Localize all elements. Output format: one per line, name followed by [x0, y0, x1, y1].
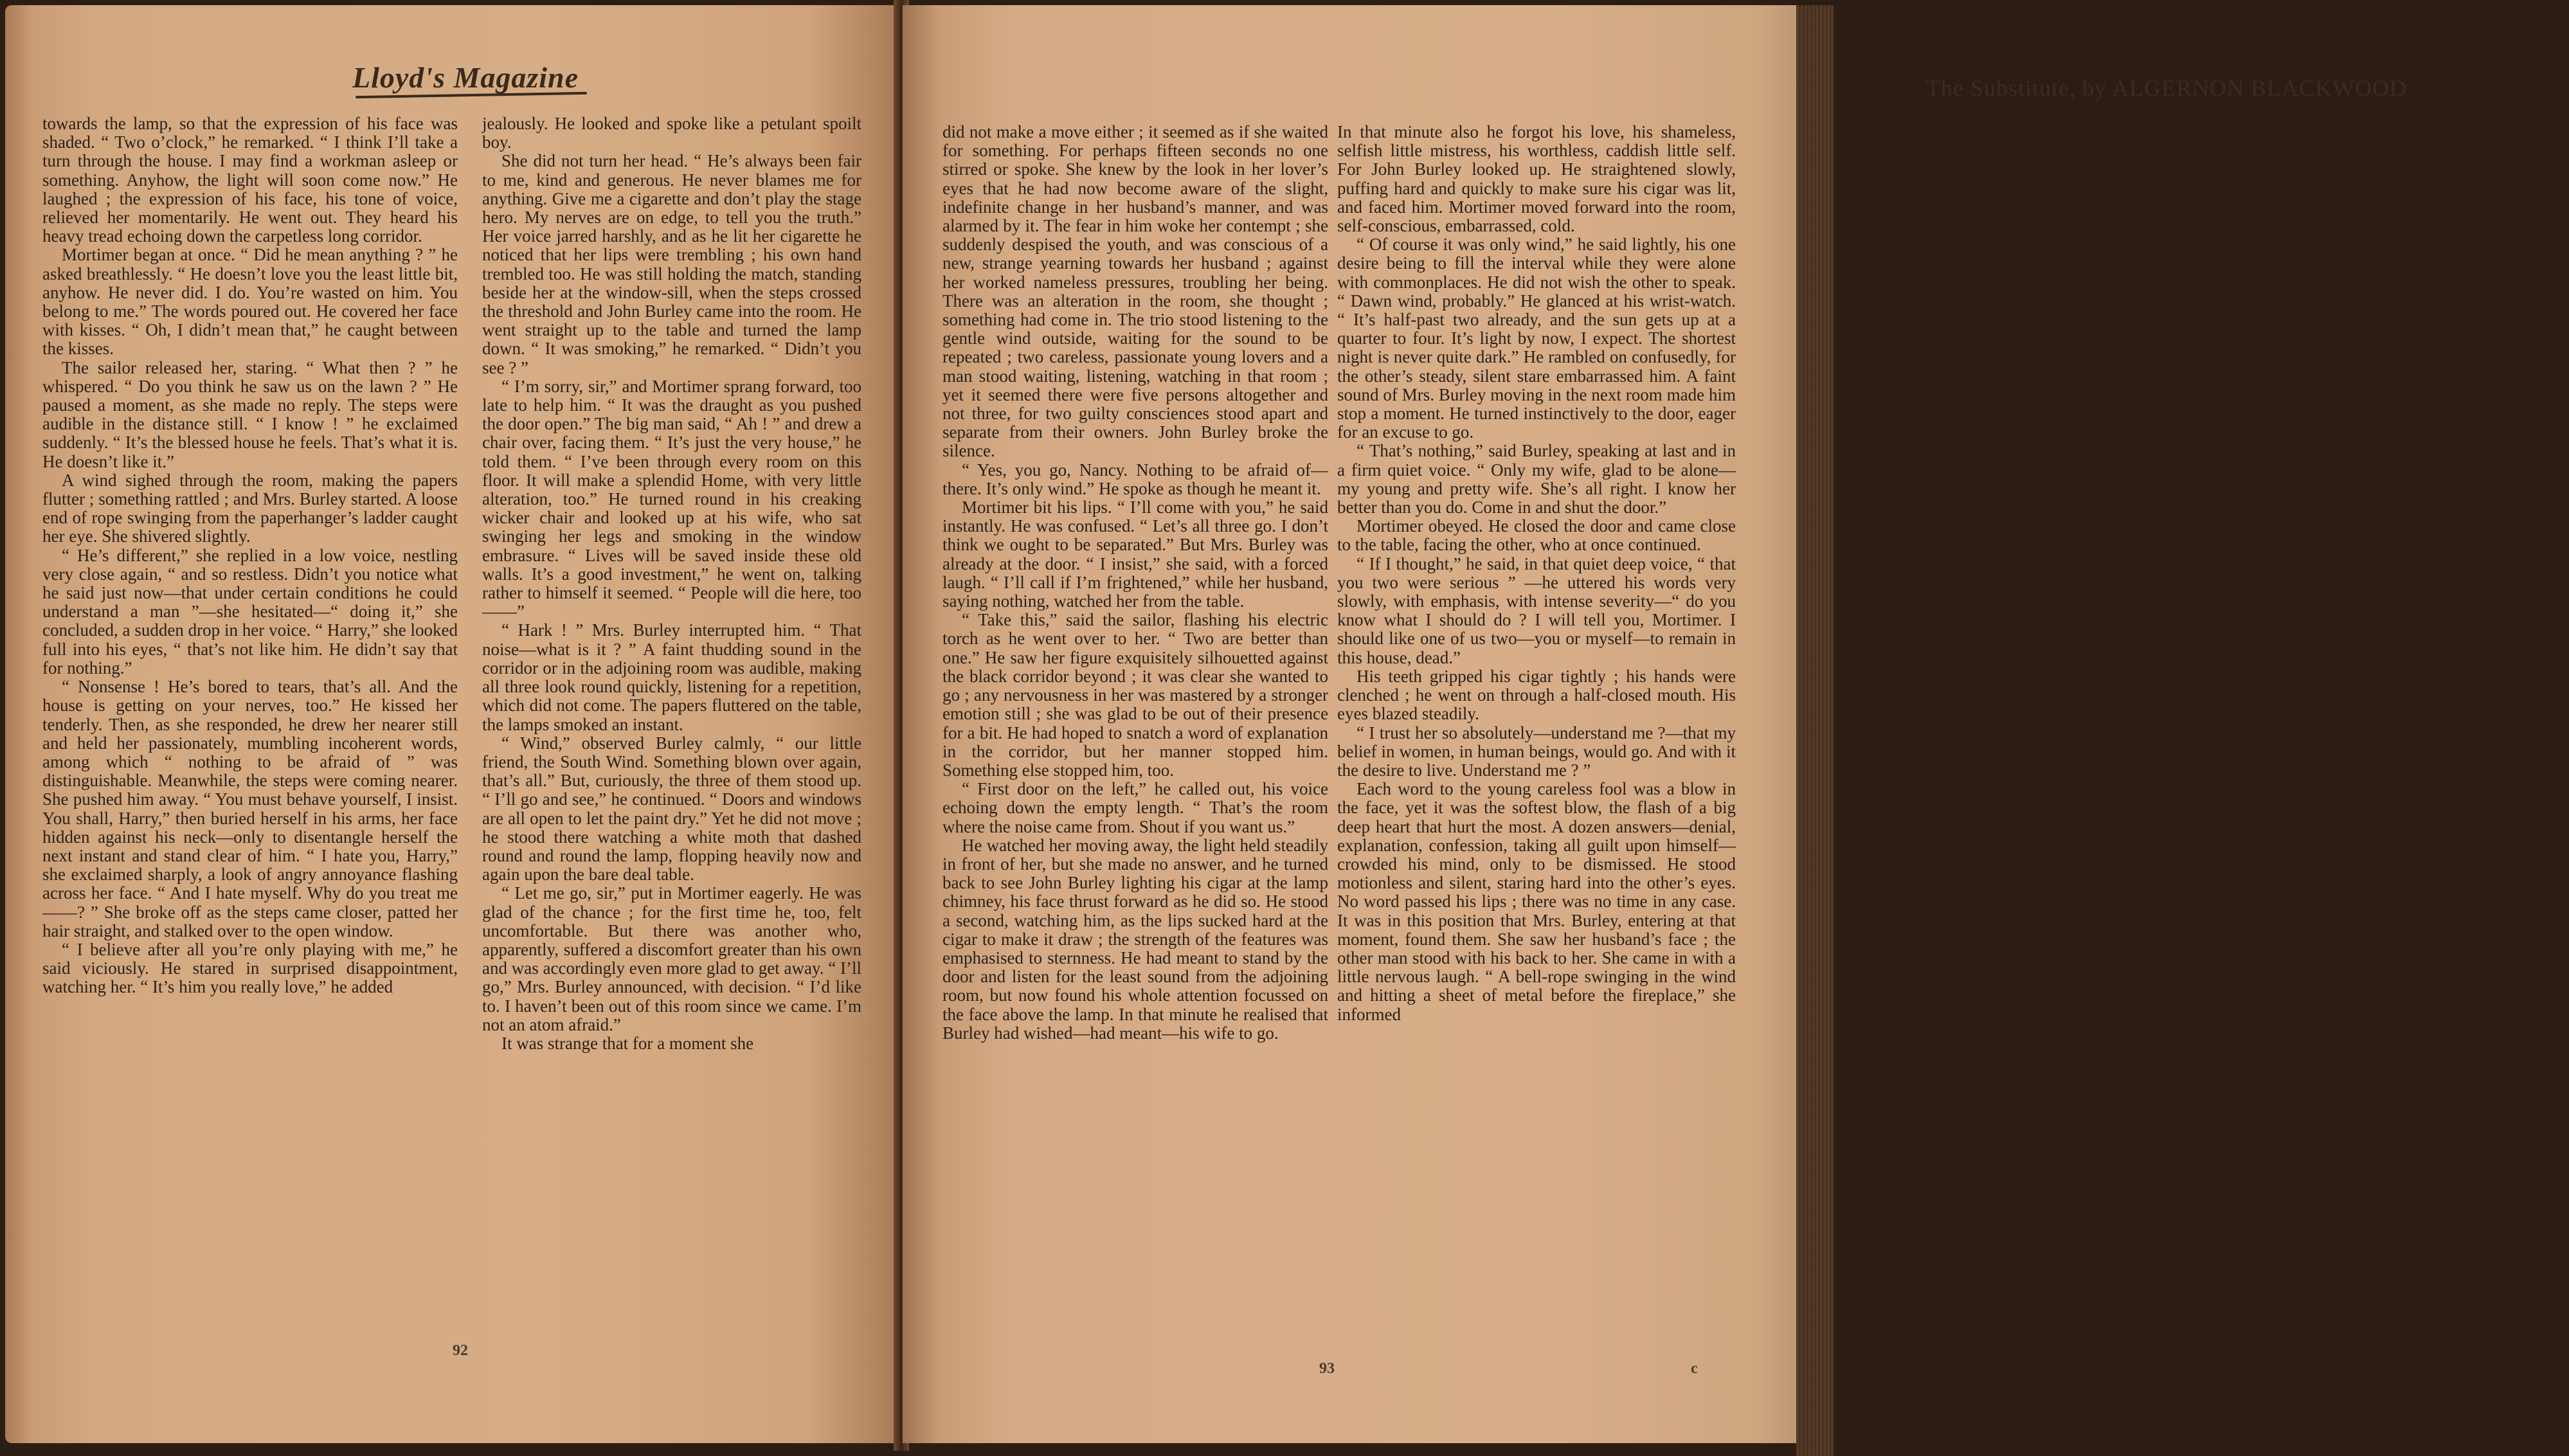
paragraph: “ Of course it was only wind,” he said lightly, his one desire being to fill the interval while they were alone with commonplaces. He did not wish the other to speak. “ Dawn wind, probably.” He glanced at his wrist-watch. “ It’s half-past two already, and the sun gets up at a quarter to four. It’s light by now, I expect. The shortest night is never quite dark.” He rambled on confusedly, for the other’s steady, silent stare embarrassed him. A faint sound of Mrs. Burley moving in the next room made him stop a moment. He turned instinctively to the door, eager for an excuse to go. [1337, 235, 1736, 442]
paragraph: “ Wind,” observed Burley calmly, “ our little friend, the South Wind. Something blown over again, that’s all.” But, curiously, the three of them stood up. “ I’ll go and see,” he continued. “ Doors and windows are all open to let the paint dry.” Yet he did not move ; he stood there watching a white moth that dashed round and round the lamp, flopping heavily now and again upon the bare deal table. [482, 733, 861, 885]
paragraph: “ I believe after all you’re only playing with me,” he said viciously. He stared in surprised disappointment, watching her. “ It’s him you really love,” he added [42, 939, 458, 997]
paragraph: “ If I thought,” he said, in that quiet deep voice, “ that you two were serious ” —he uttered his words very slowly, with emphasis, with intense severity—“ do you know what I should do ? I will tell you, Mortimer. I should like one of us two—you or myself—to remain in this house, dead.” [1337, 553, 1736, 667]
right-page [903, 5, 2407, 1443]
paragraph: “ Hark ! ” Mrs. Burley interrupted him. “ That noise—what is it ? ” A faint thudding sound in the corridor or in the adjoining room was audible, making all three look round quickly, listening for a repetition, which did not come. The papers fluttered on the table, the lamps smoked an instant. [482, 620, 861, 734]
paragraph: “ Yes, you go, Nancy. Nothing to be afraid of—there. It’s only wind.” He spoke as though he meant it. [942, 460, 1328, 498]
paragraph: It was strange that for a moment she [501, 1033, 754, 1053]
paragraph: “ Let me go, sir,” put in Mortimer eagerly. He was glad of the chance ; for the first time he, too, felt uncomfortable. But there was another who, apparently, suffered a discomfort greater than his own and was accordingly even more glad to get away. “ I’ll go,” Mrs. Burley announced, with decision. “ I’d like to. I haven’t been out of this room since we came. I’m not an atom afraid.” [482, 883, 861, 1034]
paragraph: “ I trust her so absolutely—understand me ?—that my belief in women, in human beings, would go. And with it the desire to live. Understand me ? ” [1337, 723, 1736, 780]
page-number-left: 92 [453, 1342, 468, 1359]
signature-mark: c [1691, 1360, 1698, 1377]
left-page [5, 5, 897, 1443]
paragraph: “ Take this,” said the sailor, flashing his electric torch as he went over to her. “ Two are better than one.” He saw her figure exquisitely silhouetted against the black corridor beyond ; it was clear she wanted to go ; any nervousness in her was mastered by a stronger emotion still ; she was glad to be out of their presence for a bit. He had hoped to snatch a word of explanation in the corridor, but her manner stopped him. Something else stopped him, too. [942, 610, 1328, 780]
right-page-column-1 [942, 123, 1328, 1043]
paragraph: “ Nonsense ! He’s bored to tears, that’s all. And the house is getting on your nerves, too.” He kissed her tenderly. Then, as she responded, he drew her nearer still and held her passionately, mumbling incoherent words, among which “ nothing to be afraid of ” was distinguishable. Meanwhile, the steps were coming nearer. She pushed him away. “ You must behave yourself, I insist. You shall, Harry,” then buried herself in his arms, her face hidden against his neck—only to disentangle herself the next instant and stand clear of him. “ I hate you, Harry,” she exclaimed sharply, a look of angry annoyance flashing across her face. “ And I hate myself. Why do you treat me——? ” She broke off as the steps came closer, patted her hair straight, and stalked over to the open window. [42, 677, 458, 940]
running-head-text: The Substitute, by ALGERNON BLACKWOOD [1926, 75, 2407, 101]
paragraph: Mortimer began at once. “ Did he mean anything ? ” he asked breathlessly. “ He doesn’t love you the least little bit, anyhow. He never did. I do. You’re wasted on him. You belong to me.” The words poured out. He covered her face with kisses. “ Oh, I didn’t mean that,” he caught between the kisses. [42, 245, 458, 359]
paragraph: “ I’m sorry, sir,” and Mortimer sprang forward, too late to help him. “ It was the draught as you pushed the door open.” The big man said, “ Ah ! ” and drew a chair over, facing them. “ It’s just the very house,” he told them. “ I’ve been through every room on this floor. It will make a splendid Home, with very little alteration, too.” He turned round in his creaking wicker chair and looked up at his wife, who sat swinging her legs and smoking in the window embrasure. “ Lives will be saved inside these old walls. It’s a good investment,” he went on, talking rather to himself it seemed. “ People will die here, too——” [482, 376, 861, 622]
paragraph: The sailor released her, staring. “ What then ? ” he whispered. “ Do you think he saw us on the lawn ? ” He paused a moment, as she made no reply. The steps were audible in the distance still. “ I know ! ” he exclaimed suddenly. “ It’s the blessed house he feels. That’s what it is. He doesn’t like it.” [42, 357, 458, 471]
right-page-column-2 [1337, 123, 1736, 1024]
paragraph: “ First door on the left,” he called out, his voice echoing down the empty length. “ That’s the room where the noise came from. Shout if you want us.” [942, 779, 1328, 836]
left-page-column-1 [42, 114, 458, 997]
paragraph: His teeth gripped his cigar tightly ; his hands were clenched ; he went on through a half-closed mouth. His eyes blazed steadily. [1337, 666, 1736, 724]
paragraph: jealously. He looked and spoke like a petulant spoilt boy. [482, 114, 861, 152]
paragraph: towards the lamp, so that the expression of his face was shaded. “ Two o’clock,” he remarked. “ I think I’ll take a turn through the house. I may find a workman asleep or something. Anyhow, the light will soon come now.” He laughed ; the expression of his face, his tone of voice, relieved her momentarily. He went out. They heard his heavy tread echoing down the carpetless long corridor. [42, 114, 458, 246]
paragraph: did not make a move either ; it seemed as if she waited for something. For perhaps fifteen seconds no one stirred or spoke. She knew by the look in her lover’s eyes that he had now become aware of the slight, indefinite change in her husband’s manner, and was alarmed by it. The fear in him woke her contempt ; she suddenly despised the youth, and was conscious of a new, strange yearning towards her husband ; against her worked nameless pressures, troubling her being. There was an alteration in the room, she thought ; something had come in. The trio stood listening to the gentle wind outside, waiting for the sound to be repeated ; two careless, passionate young lovers and a man stood waiting, listening, watching in that room ; yet it seemed there were five persons altogether and not three, for two guilty consciences stood apart and separate from their owners. John Burley broke the silence. [942, 122, 1328, 461]
paragraph: Mortimer obeyed. He closed the door and came close to the table, facing the other, who at once continued. [1337, 516, 1736, 555]
paragraph: She did not turn her head. “ He’s always been fair to me, kind and generous. He never blames me for anything. Give me a cigarette and don’t play the stage hero. My nerves are on edge, to tell you the truth.” Her voice jarred harshly, and as he lit her cigarette he noticed that her lips were trembling ; his own hand trembled too. He was still holding the match, standing beside her at the window-sill, when the steps crossed the threshold and John Burley came into the room. He went straight up to the table and turned the lamp down. “ It was smoking,” he remarked. “ Didn’t you see ? ” [482, 151, 861, 377]
magazine-logo: Lloyd's Magazine [352, 61, 579, 94]
left-page-column-2 [482, 114, 861, 1053]
paragraph: In that minute also he forgot his love, his shameless, selfish little mistress, his worthless, caddish little self. For John Burley looked up. He straightened slowly, puffing hard and quickly to make sure his cigar was lit, and faced him. Mortimer moved forward into the room, self-conscious, embarrassed, cold. [1337, 122, 1736, 236]
paragraph: “ He’s different,” she replied in a low voice, nestling very close again, “ and so restless. Didn’t you notice what he said just now—that under certain conditions he could understand a man ”—she hesitated—“ doing it,” she concluded, a sudden drop in her voice. “ Harry,” she looked full into his eyes, “ that’s not like him. He didn’t say that for nothing.” [42, 545, 458, 678]
paragraph: Mortimer bit his lips. “ I’ll come with you,” he said instantly. He was confused. “ Let’s all three go. I don’t think we ought to be separated.” But Mrs. Burley was already at the door. “ I insist,” she said, with a forced laugh. “ I’ll call if I’m frightened,” while her husband, saying nothing, watched her from the table. [942, 498, 1328, 611]
book-fore-edge [1796, 5, 1834, 1456]
running-head [1926, 75, 2569, 102]
paragraph: “ That’s nothing,” said Burley, speaking at last and in a firm quiet voice. “ Only my wife, glad to be alone—my young and pretty wife. She’s all right. I know her better than you do. Come in and shut the door.” [1337, 441, 1736, 517]
paragraph: He watched her moving away, the light held steadily in front of her, but she made no answer, and he turned back to see John Burley lighting his cigar at the lamp chimney, his face thrust forward as he did so. He stood a second, watching him, as the lips sucked hard at the cigar to make it draw ; the strength of the features was emphasised to sternness. He had meant to stand by the door and listen for the least sound from the adjoining room, but now found his whole attention focussed on the face above the lamp. In that minute he realised that Burley had wished—had meant—his wife to go. [942, 835, 1328, 1043]
paragraph: Each word to the young careless fool was a blow in the face, yet it was the softest blow, the flash of a big deep heart that hurt the most. A dozen answers—denial, explanation, confession, taking all guilt upon himself—crowded his mind, only to be dismissed. He stood motionless and silent, staring hard into the other’s eyes. No word passed his lips ; there was no time in any case. It was in this position that Mrs. Burley, entering at that moment, found them. She saw her husband’s face ; the other man stood with his back to her. She came in with a little nervous laugh. “ A bell-rope swinging in the wind and hitting a sheet of metal before the fireplace,” she informed [1337, 779, 1736, 1024]
paragraph: A wind sighed through the room, making the papers flutter ; something rattled ; and Mrs. Burley started. A loose end of rope swinging from the paperhanger’s ladder caught her eye. She shivered slightly. [42, 470, 458, 546]
page-number-right: 93 [1319, 1360, 1335, 1377]
